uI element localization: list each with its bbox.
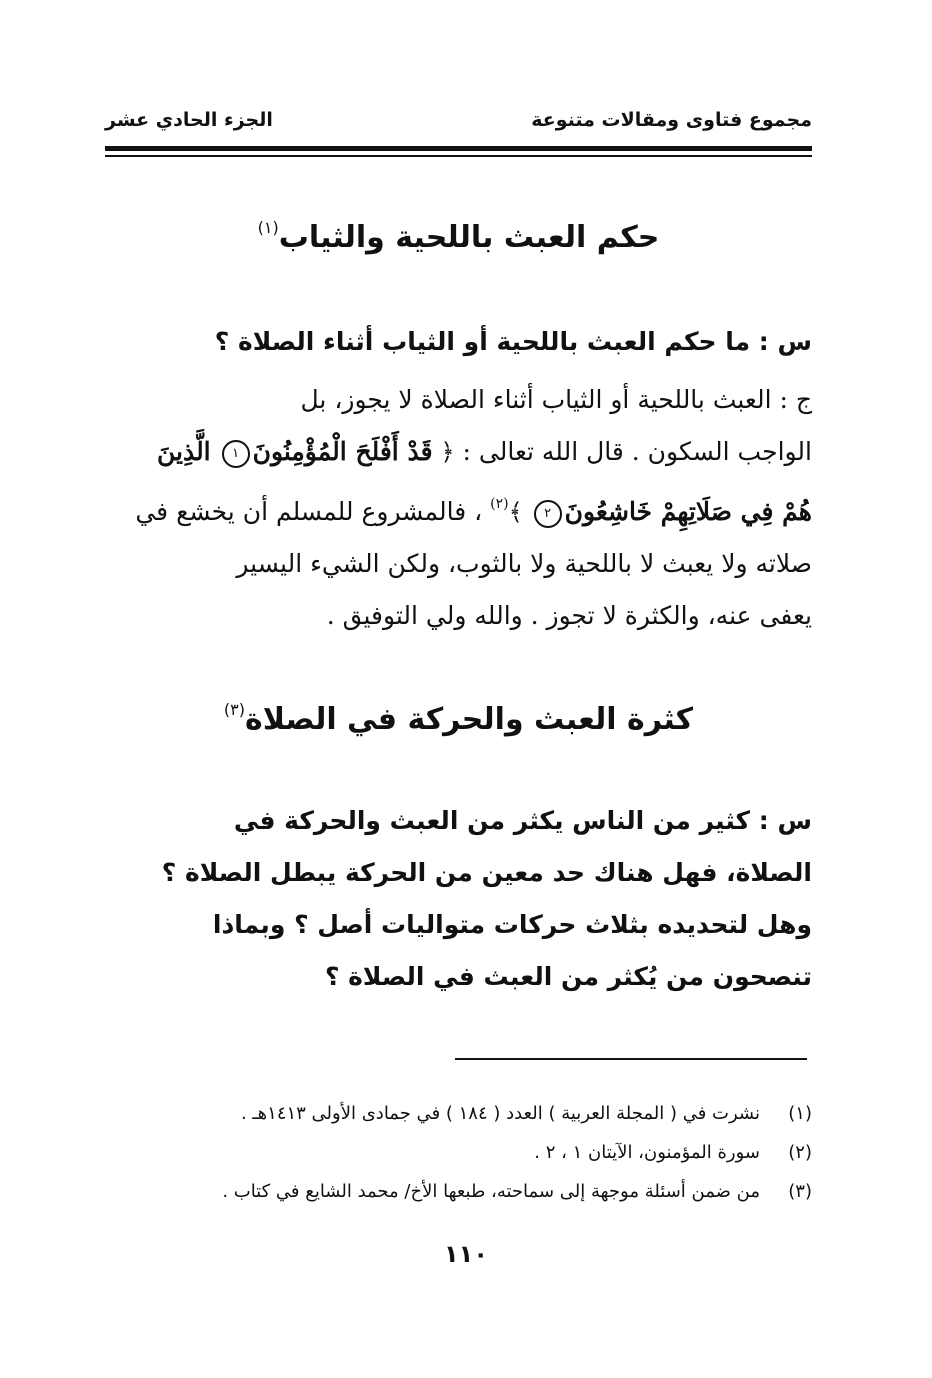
answer-line-1: ج : العبث باللحية أو الثياب أثناء الصلاة لا يجوز، بل bbox=[300, 385, 812, 414]
quran-open-bracket: ﴿ bbox=[440, 438, 455, 466]
quran-verse-part1: قَدْ أَفْلَحَ الْمُؤْمِنُونَ bbox=[252, 437, 433, 466]
page-number: ١١٠ bbox=[444, 1240, 488, 1268]
footnote-1 bbox=[105, 1094, 812, 1133]
running-header bbox=[105, 100, 812, 140]
footnote-3-number: (٣) bbox=[788, 1181, 812, 1202]
section1-answer bbox=[105, 374, 812, 642]
answer-line-3 bbox=[105, 478, 812, 538]
section2-heading bbox=[105, 700, 812, 737]
quran-close-bracket: ﴾ bbox=[508, 498, 523, 526]
header-rule-thin bbox=[105, 155, 812, 157]
answer-line-2-text: الواجب السكون . قال الله تعالى : bbox=[462, 437, 812, 466]
section1-question-text: س : ما حكم العبث باللحية أو الثياب أثناء الصلاة ؟ bbox=[214, 327, 812, 356]
quran-footnote-ref: (٢) bbox=[490, 496, 509, 512]
answer-line-4: صلاته ولا يعبث لا باللحية ولا بالثوب، ولكن الشيء اليسير bbox=[236, 549, 812, 578]
answer-line-3-text: ، فالمشروع للمسلم أن يخشع في bbox=[135, 497, 483, 526]
footnote-2-text: سورة المؤمنون، الآيتان ١ ، ٢ . bbox=[534, 1142, 760, 1163]
ayah-number-marker-1: ١ bbox=[222, 440, 250, 468]
section1-heading bbox=[105, 218, 812, 255]
answer-line-5: يعفى عنه، والكثرة لا تجوز . والله ولي التوفيق . bbox=[326, 601, 812, 630]
footnote-3 bbox=[105, 1172, 812, 1211]
ayah-number-marker-2: ٢ bbox=[534, 500, 562, 528]
answer-line-2 bbox=[105, 426, 812, 478]
footnote-separator bbox=[455, 1058, 807, 1060]
question2-line-1: س : كثير من الناس يكثر من العبث والحركة في bbox=[233, 806, 812, 835]
section2-title-ref: (٣) bbox=[223, 700, 246, 719]
section2-title: كثرة العبث والحركة في الصلاة bbox=[245, 702, 694, 737]
quran-verse-part2: الَّذِينَ bbox=[156, 437, 211, 466]
section1-title: حكم العبث باللحية والثياب bbox=[278, 220, 660, 255]
header-rule-thick bbox=[105, 146, 812, 151]
question2-line-4: تنصحون من يُكثر من العبث في الصلاة ؟ bbox=[324, 962, 812, 991]
header-volume-title: الجزء الحادي عشر bbox=[105, 109, 273, 131]
quran-verse-part3: هُمْ فِي صَلَاتِهِمْ خَاشِعُونَ bbox=[564, 497, 812, 526]
footnote-2 bbox=[105, 1133, 812, 1172]
header-book-title: مجموع فتاوى ومقالات متنوعة bbox=[531, 109, 812, 131]
question2-line-3: وهل لتحديده بثلاث حركات متواليات أصل ؟ وبماذا bbox=[212, 910, 812, 939]
section1-question bbox=[105, 316, 812, 368]
footnote-2-number: (٢) bbox=[788, 1142, 812, 1163]
footnote-3-text: من ضمن أسئلة موجهة إلى سماحته، طبعها الأخ/ محمد الشايع في كتاب . bbox=[222, 1181, 760, 1202]
question2-line-2: الصلاة، فهل هناك حد معين من الحركة يبطل الصلاة ؟ bbox=[161, 858, 812, 887]
footnotes bbox=[105, 1094, 812, 1211]
footnote-1-number: (١) bbox=[788, 1103, 812, 1124]
section1-title-ref: (١) bbox=[257, 218, 279, 237]
section2-question bbox=[105, 795, 812, 1003]
footnote-1-text: نشرت في ( المجلة العربية ) العدد ( ١٨٤ ) في جمادى الأولى ١٤١٣هـ . bbox=[240, 1103, 760, 1124]
